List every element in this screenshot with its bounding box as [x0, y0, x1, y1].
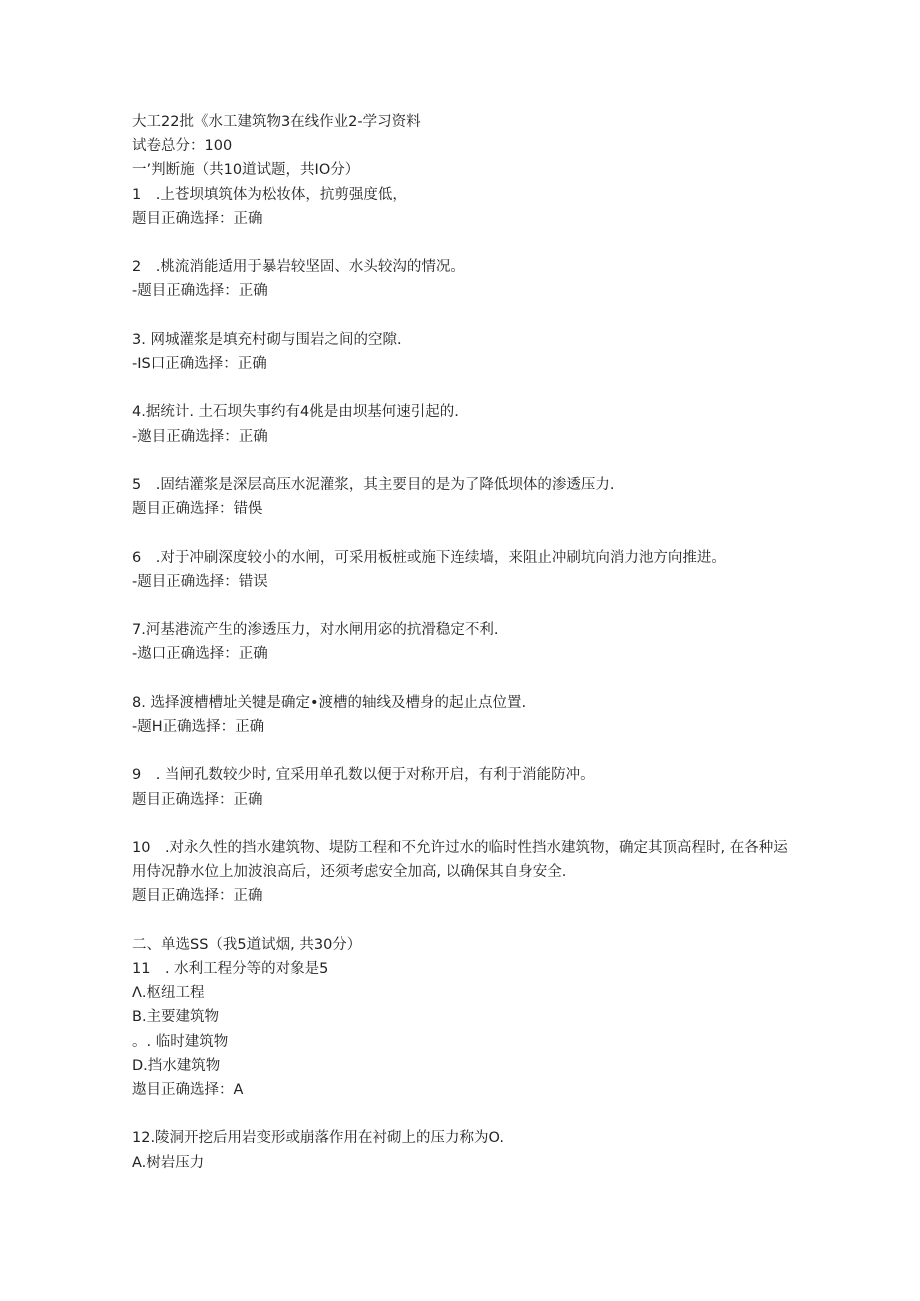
answer-3: -IS口正确选择：正确	[132, 356, 267, 372]
question-11: 11 . 水利工程分等的对象是5	[132, 960, 329, 977]
question-2: 2 .桃流消能适用于暴岩较坚固、水头较沟的情况。	[132, 259, 465, 276]
question-4: 4.据统计. 土石坝失事约有4佻是由坝基何速引起的.	[132, 404, 459, 421]
spacer	[132, 594, 792, 618]
option-12-a: A.树岩压力	[132, 1154, 205, 1171]
answer-11: 遨目正确选择：A	[132, 1081, 244, 1098]
spacer	[132, 667, 792, 691]
spacer	[132, 909, 792, 933]
question-10: 10 .对永久性的挡水建筑物、堤防工程和不允许过水的临时性挡水建筑物，确定其顶高程时, 在各种运用侍况静水位上加波浪高后，还须考虑安全加高, 以确保其自身安全.	[132, 839, 788, 881]
question-3: 3. 网城灌浆是填充村砌与围岩之间的空隙.	[132, 331, 402, 348]
total-score: 试卷总分：100	[132, 138, 233, 155]
answer-6: -题目正确选择：错误	[132, 573, 268, 590]
question-8: 8. 选择渡槽槽址关犍是确定•渡槽的轴线及槽身的起止点位置.	[132, 694, 527, 711]
question-6: 6 .对于冲刷深度较小的水闸，可采用板桩或施下连续墙，来阻止冲刷坑向消力池方向推进。	[132, 549, 726, 566]
section-2-header: 二、单选SS（我5道试烟, 共30分）	[132, 936, 362, 953]
spacer	[132, 521, 792, 545]
question-12: 12.陵洞开挖后用岩变形或崩落作用在衬砌上的压力称为O.	[132, 1130, 504, 1147]
question-5: 5 .固结灌浆是深层高压水泥灌浆，其主要目的是为了降低坝体的渗透压力.	[132, 476, 615, 493]
spacer	[132, 231, 792, 255]
spacer	[132, 739, 792, 763]
spacer	[132, 304, 792, 328]
spacer	[132, 449, 792, 473]
spacer	[132, 812, 792, 836]
answer-10: 题目正确选择：正确	[132, 888, 263, 905]
option-11-d: D.挡水建筑物	[132, 1057, 221, 1074]
spacer	[132, 376, 792, 400]
option-11-b: B.主要建筑物	[132, 1009, 220, 1026]
answer-7: -遨口正确选择：正确	[132, 646, 268, 663]
document-title: 大工22批《水工建筑物3在线作业2-学习资料	[132, 114, 421, 130]
answer-9: 题目正确选择：正确	[132, 791, 263, 808]
answer-5: 题目正确选择：错俁	[132, 501, 263, 518]
section-1-header: 一’判断施（共10道试题，共IO分）	[132, 162, 360, 179]
answer-1: 题目正确选择：正确	[132, 210, 263, 227]
question-1: 1 .上苍坝填筑体为松妆体，抗剪强度低，	[132, 186, 407, 203]
spacer	[132, 1102, 792, 1126]
option-11-a: Λ.枢纽工程	[132, 985, 205, 1002]
answer-4: -邀目正确选择：正确	[132, 428, 268, 445]
answer-8: -题H正确选择：正确	[132, 718, 265, 735]
option-11-c: 。. 临时建筑物	[132, 1033, 229, 1050]
question-7: 7.河基港流产生的渗透压力，对水闸用宓的抗滑稳定不利.	[132, 622, 499, 639]
answer-2: -题目正确选择：正确	[132, 283, 268, 300]
question-9: 9 . 当闸孔数较少时, 宜采用单孔数以便于对称开启，有利于消能防冲。	[132, 767, 595, 784]
document-page	[132, 110, 792, 1175]
